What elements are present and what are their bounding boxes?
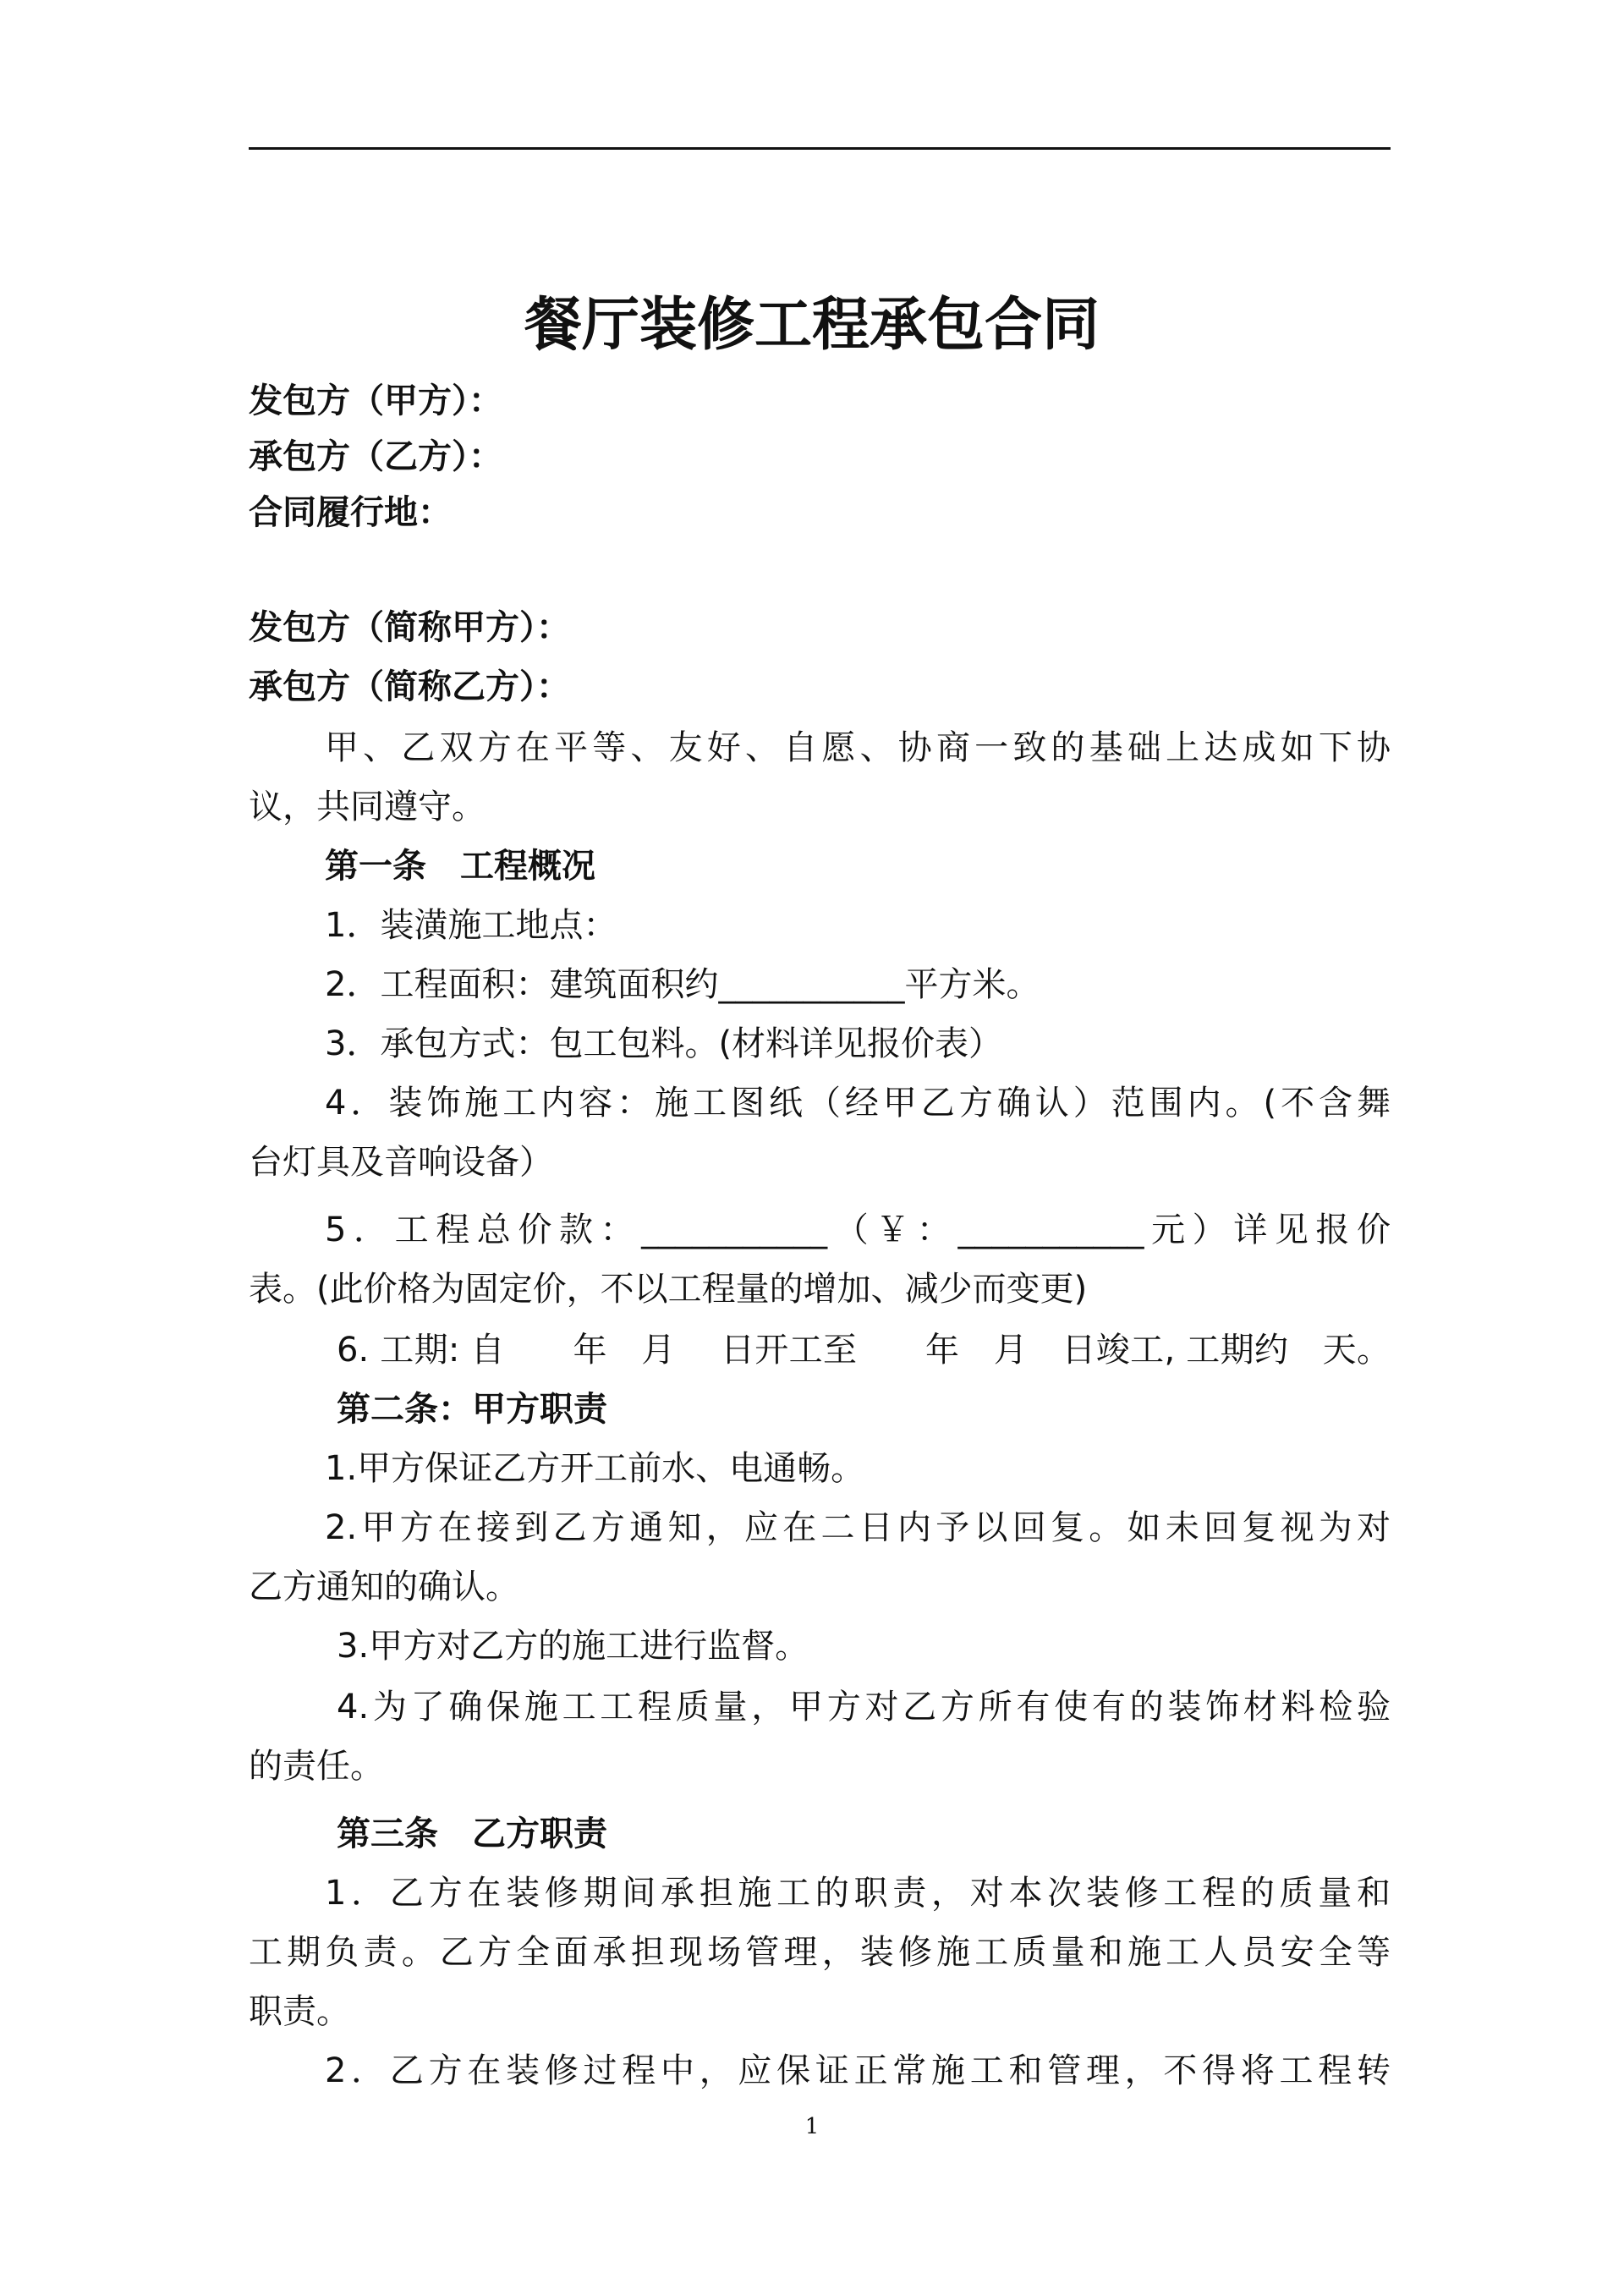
article-3-heading: 第三条 乙方职责 [337,1815,607,1853]
article-2-item-2: 2.甲方在接到乙方通知，应在二日内予以回复。如未回复视为对 [325,1508,1391,1547]
intro-line-2: 议，共同遵守。 [249,788,486,826]
article-1-item-3: 3．承包方式：包工包料。(材料详见报价表） [325,1024,1003,1063]
article-3-item-2: 2．乙方在装修过程中，应保证正常施工和管理，不得将工程转 [325,2051,1391,2090]
article-1-item-4-cont: 台灯具及音响设备） [249,1143,553,1182]
page-number: 1 [804,2114,820,2139]
article-1-item-2: 2．工程面积：建筑面积约___________平方米。 [325,965,1040,1004]
article-1-item-5: 5．工程总价款：___________（￥：___________元）详见报价 [325,1211,1391,1249]
article-1-item-6: 6. 工期: 自 年 月 日开工至 年 月 日竣工, 工期约 天。 [337,1331,1391,1370]
article-2-item-4-cont: 的责任。 [249,1747,384,1786]
header-rule [249,147,1391,150]
article-1-item-1: 1．装潢施工地点： [325,906,617,945]
party-a-short-label: 发包方（简称甲方）： [249,608,570,647]
article-2-heading: 第二条：甲方职责 [337,1390,607,1429]
intro-line-1: 甲、乙双方在平等、友好、自愿、协商一致的基础上达成如下协 [325,728,1391,767]
article-2-item-1: 1.甲方保证乙方开工前水、电通畅。 [325,1449,865,1488]
article-2-item-4: 4.为了确保施工工程质量，甲方对乙方所有使有的装饰材料检验 [337,1688,1391,1727]
party-a-label: 发包方（甲方）： [249,382,502,420]
document-title: 餐厅装修工程承包合同 [524,292,1100,359]
party-b-short-label: 承包方（简称乙方）： [249,667,570,706]
article-1-item-4: 4．装饰施工内容：施工图纸（经甲乙方确认）范围内。(不含舞 [325,1084,1391,1123]
article-3-item-1-cont-2: 职责。 [249,1992,350,2031]
article-1-item-5-cont: 表。(此价格为固定价，不以工程量的增加、减少而变更) [249,1270,1088,1309]
article-2-item-3: 3.甲方对乙方的施工进行监督。 [337,1627,809,1666]
article-2-item-2-cont: 乙方通知的确认。 [249,1568,519,1606]
party-b-label: 承包方（乙方）： [249,437,502,476]
performance-place-label: 合同履行地： [249,493,452,532]
article-1-heading: 第一条 工程概况 [325,847,595,886]
article-3-item-1: 1．乙方在装修期间承担施工的职责，对本次装修工程的质量和 [325,1874,1391,1913]
article-3-item-1-cont: 工期负责。乙方全面承担现场管理，装修施工质量和施工人员安全等 [249,1933,1391,1972]
